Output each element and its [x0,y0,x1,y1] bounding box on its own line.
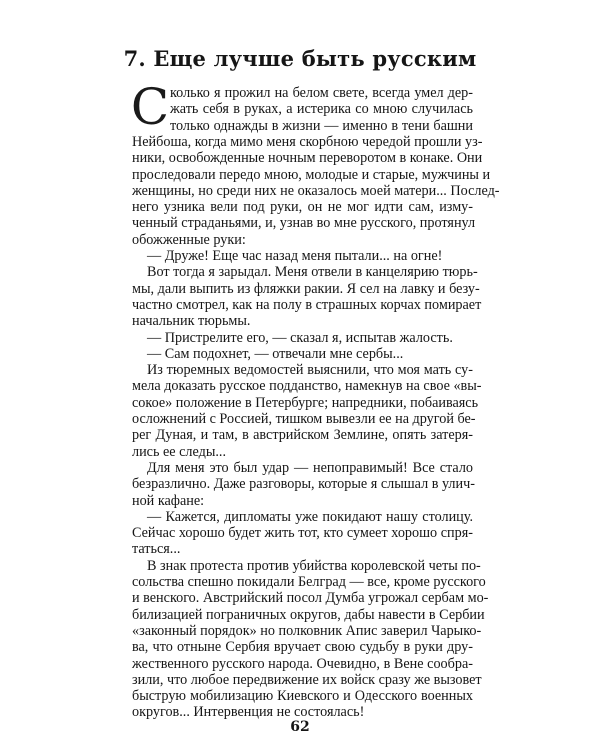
text-line: Из тюремных ведомостей выяснили, что моя мать су- [147,362,473,379]
page-number: 62 [290,719,310,735]
text-line: безразлично. Даже разговоры, которые я слышал в улич- [132,476,475,493]
text-line: зили, что любое передвижение их войск сразу же вызовет [132,671,482,688]
text-line: колько я прожил на белом свете, всегда умел дер- [170,85,473,101]
text-line: — Друже! Еще час назад меня пытали... на огне! [147,248,443,264]
text-line: таться... [132,541,181,558]
text-line: «законный порядок» но полковник Апис заверил Чарыко- [132,622,482,639]
text-line: быструю мобилизацию Киевского и Одесского военных [132,688,473,705]
text-line: округов... Интервенция не состоялась! [132,704,365,721]
text-line: Сейчас хорошо будет жить тот, кто сумеет хорошо спря- [132,525,473,542]
text-line: — Сам подохнет, — отвечали мне сербы... [147,345,404,362]
text-line: рег Дуная, и там, в австрийском Землине, опять затеря- [132,427,473,444]
text-line: сольства спешно покидали Белград — все, кроме русского [132,574,486,590]
text-line: Для меня это был удар — непоправимый! Все стало [147,459,473,476]
text-line: проследовали передо мною, молодые и старые, мужчины и [132,166,491,183]
text-line: лись ее следы... [132,443,227,460]
text-line: Вот тогда я зарыдал. Меня отвели в канцелярию тюрь- [147,264,478,281]
text-line: мы, дали выпить из фляжки ракии. Я сел на лавку и безу- [132,280,480,297]
text-line: мела доказать русское подданство, намекнув на свое «вы- [132,378,482,395]
chapter-title: 7. Еще лучше быть русским [123,46,477,71]
text-line: женщины, но среди них не оказалось моей матери... Послед- [132,182,500,199]
text-line: жать себя в руках, а истерика со мною случилась [170,101,473,118]
text-line: осложнений с Россией, тишком вывезли ее на другой бе- [132,411,476,427]
text-line: обожженные руки: [132,231,246,248]
text-line: частно смотрел, как на полу в страшных корчах помирает [132,296,482,313]
drop-cap: С [130,78,170,136]
text-line: только однажды в жизни — именно в тени башни [170,117,473,134]
text-line: — Пристрелите его, — сказал я, испытав жалость. [147,329,453,346]
text-line: — Кажется, дипломаты уже покидают нашу столицу. [147,508,473,525]
text-line: билизацией пограничных округов, дабы навести в Сербии [132,606,485,623]
text-line: ной кафане: [132,492,205,509]
text-line: сокое» положение в Петербурге; напредники, побаиваясь [132,394,479,411]
text-line: него узника вели под руки, он не мог идти сам, изму- [132,199,473,216]
text-line: ники, освобожденные ночным переворотом в конаке. Они [132,150,483,167]
text-line: ченный страданьями, и, узнав во мне русского, протянул [132,215,476,232]
text-line: ва, что отныне Сербия вручает свою судьбу в руки дру- [132,639,473,656]
text-line: жественного русского народа. Очевидно, в Вене сообра- [132,655,473,672]
text-line: Нейбоша, когда мимо меня скорбною чередой прошли уз- [132,133,483,150]
text-line: и венского. Австрийский посол Думба угрожал сербам мо- [132,590,489,607]
text-line: начальник тюрьмы. [132,313,251,330]
text-line: В знак протеста против убийства королевской четы по- [147,557,481,574]
